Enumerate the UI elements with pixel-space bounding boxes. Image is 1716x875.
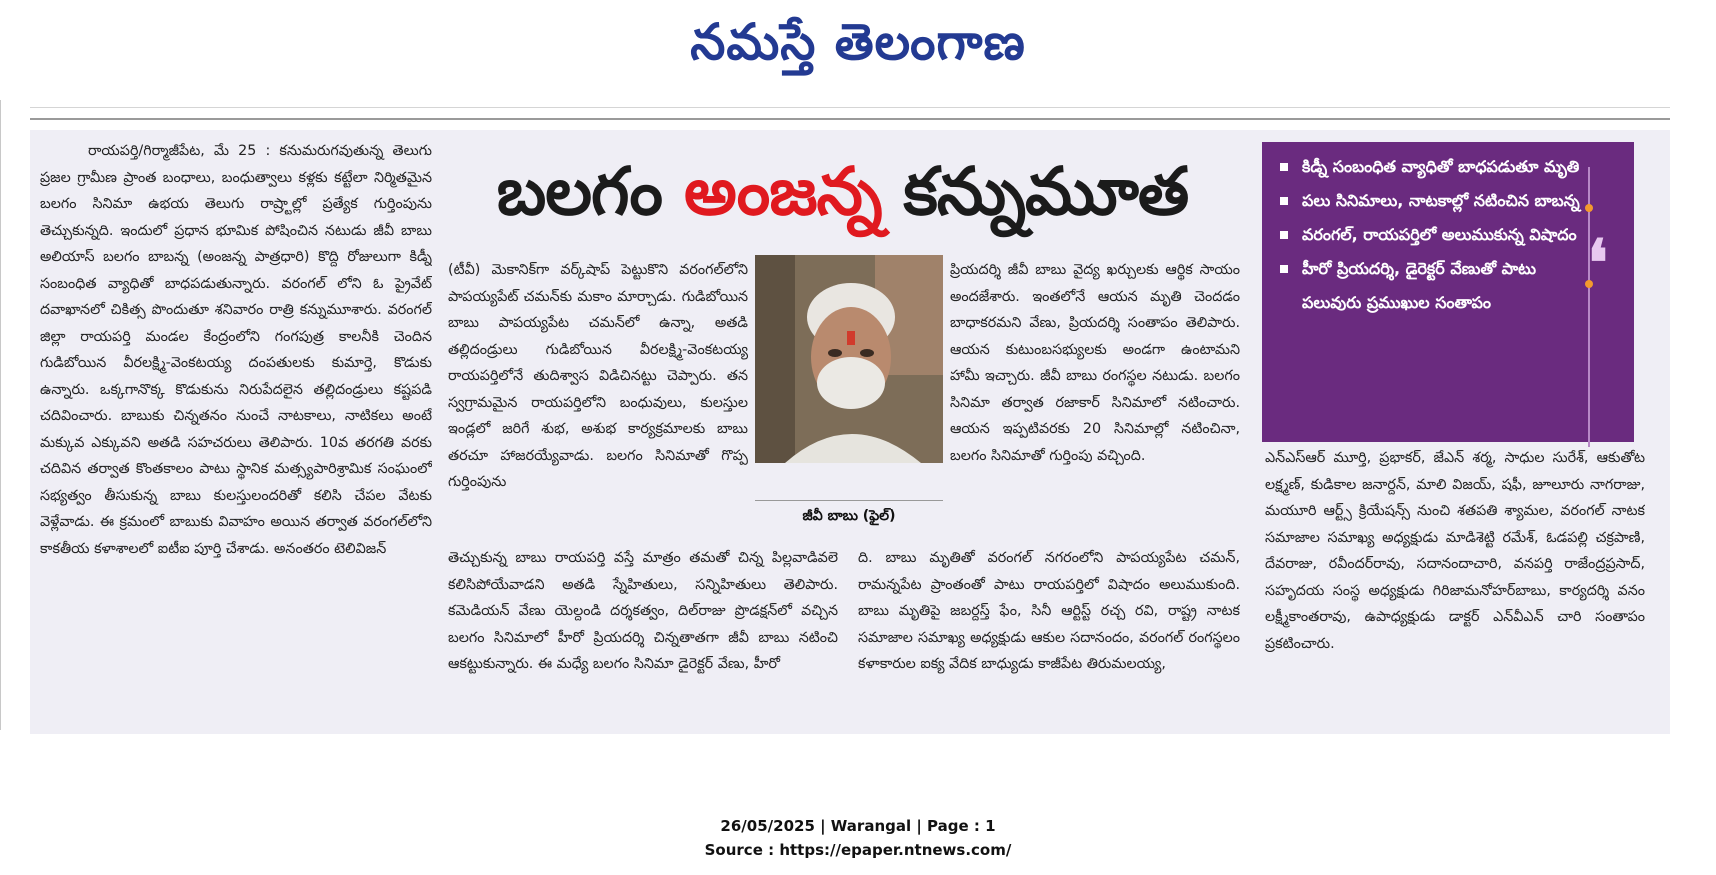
highlight-item: పలు సినిమాలు, నాటకాల్లో నటించిన బాబన్న (1280, 184, 1592, 218)
body-column-4: ఎన్ఎస్ఆర్ మూర్తి, ప్రభాకర్, జేఎన్ శర్మ, సాధుల సురేశ్, ఆకుతోట లక్ష్మణ్, కుడికాల జనార్దన్, మాలి విజయ్, షఫీ, జూలూరు నాగరాజు, మయూరి ఆర్ట్స్ క్రియేషన్స్ నుంచి శతపతి శ్యామల, వరంగల్ నాటక సమాజాల సమాఖ్య అధ్యక్షుడు మాడిశెట్టి రమేశ్, ఓడపల్లి చక్రపాణి, దేవరాజు, రవీందర్‌రావు, సదానందాచారి, వనపర్తి రాజేంద్రప్రసాద్, సహృదయ సంస్థ అధ్యక్షుడు గిరిజామనోహర్‌బాబు, కార్యదర్శి వనం లక్ష్మీకాంతరావు, ఉపాధ్యక్షుడు డాక్టర్ ఎన్‌వీఎన్ చారి సంతాపం ప్రకటించారు. (1265, 450, 1645, 652)
highlight-item: కిడ్నీ సంబంధిత వ్యాధితో బాధపడుతూ మృతి (1280, 150, 1592, 184)
footer-source: Source : https://epaper.ntnews.com/ (704, 841, 1012, 859)
left-margin-line (0, 100, 1, 730)
masthead-rule-light (30, 107, 1670, 108)
highlight-item: హీరో ప్రియదర్శి, డైరెక్టర్ వేణుతో పాటు పలువురు ప్రముఖుల సంతాపం (1280, 252, 1592, 320)
headline-part-2: అంజన్న (683, 153, 882, 230)
photo-caption: జీవీ బాబు (ఫైల్) (755, 500, 943, 531)
headline (445, 142, 1240, 247)
body-column-3: ప్రియదర్శి జీవీ బాబు వైద్య ఖర్చులకు ఆర్థిక సాయం అందజేశారు. ఇంతలోనే ఆయన మృతి చెందడం బాధాకరమని వేణు, ప్రియదర్శి సంతాపం తెలిపారు. ఆయన కుటుంబసభ్యులకు అండగా ఉంటామని హామీ ఇచ్చారు. జీవీ బాబు రంగస్థల నటుడు. బలగం సినిమా తర్వాత రజాకార్ సినిమాలో నటించారు. ఆయన ఇప్పటివరకు 20 సినిమాల్లో నటించినా, బలగం సినిమాతో గుర్తింపు వచ్చింది. (950, 262, 1240, 464)
masthead-rule (30, 118, 1670, 120)
portrait-illustration (755, 255, 943, 463)
footer-date-edition: 26/05/2025 | Warangal | Page : 1 (720, 817, 996, 835)
quote-mark-icon: ❛ (1587, 226, 1608, 301)
body-column-3-lower: ది. బాబు మృతితో వరంగల్ నగరంలోని పాపయ్యపేట చమన్, రామన్నపేట ప్రాంతంతో పాటు రాయపర్తిలో విషాదం అలుముకుంది. బాబు మృతిపై జబర్దస్త్ ఫేం, సినీ ఆర్టిస్ట్ రచ్చ రవి, రాష్ట్ర నాటక సమాజాల సమాఖ్య అధ్యక్షుడు ఆకుల సదానందం, వరంగల్ రంగస్థలం కళాకారుల ఐక్య వేదిక బాధ్యుడు కాజీపేట తిరుమలయ్య, (858, 550, 1240, 672)
highlights-list (1262, 142, 1634, 320)
highlight-dot-icon (1585, 204, 1593, 212)
highlight-item: వరంగల్, రాయపర్తిలో అలుముకున్న విషాదం (1280, 218, 1592, 252)
body-column-2-lower: తెచ్చుకున్న బాబు రాయపర్తి వస్తే మాత్రం తమతో చిన్న పిల్లవాడివలె కలిసిపోయేవాడని అతడి స్నేహితులు, సన్నిహితులు తెలిపారు. కమెడియన్ వేణు యెల్దండి దర్శకత్వం, దిల్‌రాజు ప్రొడక్షన్‌లో వచ్చిన బలగం సినిమాలో హీరో ప్రియదర్శి చిన్నతాతగా జీవీ బాబు నటించి ఆకట్టుకున్నారు. ఈ మధ్యే బలగం సినిమా డైరెక్టర్ వేణు, హీరో (448, 550, 838, 672)
headline-part-1: బలగం (496, 153, 684, 230)
body-column-1: రాయపర్తి/గిర్మాజీపేట, మే 25 : కనుమరుగవుతున్న తెలుగు ప్రజల గ్రామీణ ప్రాంత బంధాలు, బంధుత్వాలు కళ్లకు కట్టేలా నిర్మితమైన బలగం సినిమా ఉభయ తెలుగు రాష్ర్టాల్లో ప్రత్యేక గుర్తింపును తెచ్చుకున్నది. ఇందులో ప్రధాన భూమిక పోషించిన నటుడు జీవీ బాబు అలియాస్ బలగం బాబన్న (అంజన్న పాత్రధారి) కొద్ది రోజులుగా కిడ్నీ సంబంధిత వ్యాధితో బాధపడుతున్నారు. వరంగల్ లోని ఓ ప్రైవేట్ దవాఖానలో చికిత్స పొందుతూ శనివారం రాత్రి కన్నుమూశారు. వరంగల్ జిల్లా రాయపర్తి మండల కేంద్రంలోని గంగపుత్ర కాలనీకి చెందిన గుడిబోయిన వీరలక్ష్మి-వెంకటయ్య దంపతులకు కుమార్తె, కొడుకు ఉన్నారు. ఒక్కగానొక్క కొడుకును నిరుపేదలైన తల్లిదండ్రులు కష్టపడి చదివించారు. బాబుకు చిన్నతనం నుంచే నాటకాలు, నాటికలు అంటే మక్కువ ఎక్కువని అతడి సహచరులు తెలిపారు. 10వ తరగతి వరకు చదివిన తర్వాత కొంతకాలం పాటు స్థానిక మత్స్యపారిశ్రామిక సంఘంలో సభ్యత్వం తీసుకున్న బాబు కులస్తులందరితో కలిసి చేపల వేటకు వెళ్లేవాడు. ఈ క్రమంలో బాబుకు వివాహం అయిన తర్వాత వరంగల్‌లోని కాకతీయ కళాశాలలో ఐటీఐ పూర్తి చేశాడు. అనంతరం టెలివిజన్ (40, 143, 432, 557)
newspaper-masthead: నమస్తే తెలంగాణ (690, 12, 1026, 71)
page-footer (0, 814, 1716, 862)
highlights-box (1262, 142, 1634, 442)
portrait-photo (755, 255, 943, 463)
headline-part-3: కన్నుమూత (881, 153, 1189, 230)
body-column-2: (టీవీ) మెకానిక్‌గా వర్క్‌షాప్ పెట్టుకొని వరంగల్‌లోని పాపయ్యపేట్ చమన్‌కు మకాం మార్చాడు. గుడిబోయిన బాబు పాపయ్యపేట చమన్‌లో ఉన్నా, అతడి తల్లిదండ్రులు గుడిబోయిన వీరలక్ష్మి-వెంకటయ్య రాయపర్తిలోనే తుదిశ్వాస విడిచినట్టు చెప్పారు. తన స్వగ్రామమైన రాయపర్తిలోని బంధువులు, కులస్తుల ఇండ్లలో జరిగే శుభ, అశుభ కార్యక్రమాలకు బాబు తరచూ హాజరయ్యేవాడు. బలగం సినిమాతో గొప్ప గుర్తింపును (448, 262, 748, 490)
